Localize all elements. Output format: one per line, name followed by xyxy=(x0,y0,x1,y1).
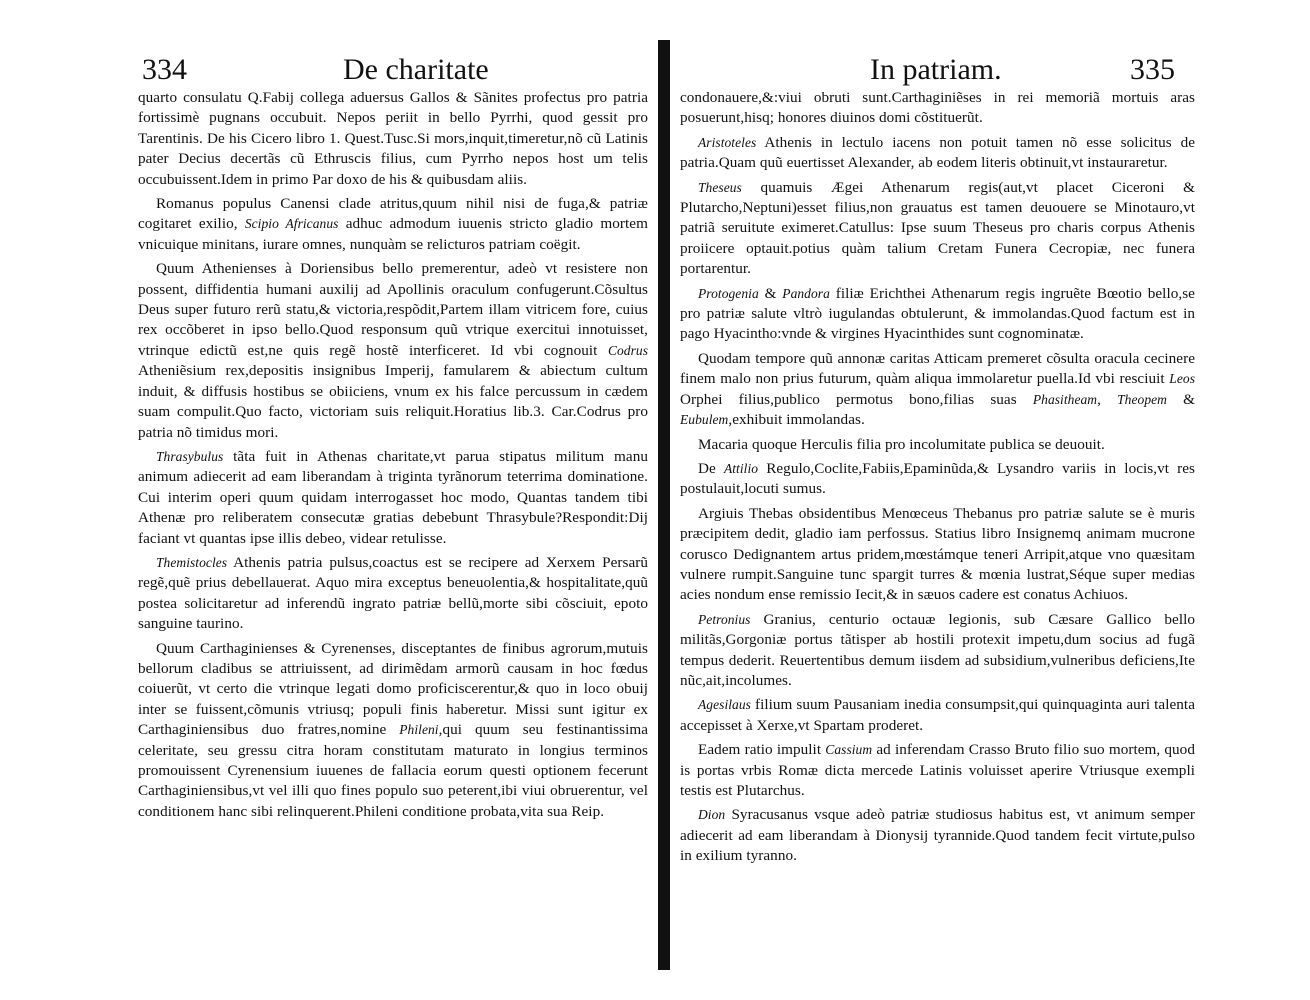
left-paragraph-4: Thrasybulus tãta fuit in Athenas charitate,vt parua stipatus militum manu animum adiecerit ad eam liberandam à triginta tyrãnorum teterrima dominatione. Cui interim operi quum quidam interrogasset hoc modo, Quantas tandem tibi Athenæ pro reliberatem consecutæ gratias debebunt Thrasybule?Respondit:Dij faciant vt quantas ipse illis debeo, videar retulisse. xyxy=(138,447,648,547)
left-paragraph-1: quarto consulatu Q.Fabij collega aduersus Gallos & Sãnites profectus pro patria fortissimè pugnans occubuit. Nepos periit in bello Pyrrhi, quod gessit pro Tarentinis. De his Cicero libro 1. Quest.Tusc.Si mors,inquit,timeretur,nõ cũ Latinis pater Decius decertãs cũ Ethruscis filius, cum Pyrrho nepos host um telis occubuissent.Idem in primo Par doxo de his & quibusdam aliis. xyxy=(138,89,648,188)
left-paragraph-3: Quum Athenienses à Doriensibus bello premerentur, adeò vt resistere non possent, diffidentia humani auxilij ad Apollinis oraculum confugerunt.Cõsultus Deus super futuro rerũ statu,& victoria,respõdit,Partem illam vitricem fore, cuius rex occõberet in ipso bello.Quod responsum quũ vtrique exercitui innotuisset, vtrinque edictũ est,ne quis regẽ hostẽ interficeret. Id vbi cognouit Codrus Atheniẽsium rex,depositis insignibus Imperij, famularem & abiectum cultum induit, & diffusis hostibus se obiiciens, vnum ex his falce percussum in cædem suam compulit.Quo facto, victoriam suis reliquit.Horatius lib.3. Car.Codrus pro patria nõ timidus mori. xyxy=(138,260,648,441)
left-running-title: De charitate xyxy=(343,53,489,86)
right-paragraph-12: Dion Syracusanus vsque adeò patriæ studiosus habitus est, vt animum semper adiecerit ad eam liberandam à Dionysij tyrannide.Quod tandem fecit virtute,pulso in exilium tyranno. xyxy=(680,806,1195,865)
right-header xyxy=(680,52,1195,88)
gutter-shadow xyxy=(658,40,670,970)
right-page xyxy=(680,52,1195,982)
right-paragraph-8: Argiuis Thebas obsidentibus Menœceus Thebanus pro patriæ salute se è muris præcipitem dedit, gladio iam perfossus. Statius libro Insignemq animam mucrone corusco Dedignantem artus pridem,mœstámque teneri Arripit,atque vno quæsitam vulnere rumpit.Sanguine tunc spargit turres & mœnia lustrat,Séque super medias acies nondum ense remissio Iecit,& in sæuos cadere est conatus Achiuos. xyxy=(680,504,1195,604)
right-text xyxy=(680,88,1195,867)
right-paragraph-9: Petronius Granius, centurio octauæ legionis, sub Cæsare Gallico bello militãs,Gorgoniæ portus tãtisper ab hostili protexit impetu,dum socius ad fugã tempus dederit. Reuertentibus demum iisdem ad subsidium,vulneribus deficiens,Ite nũc,ait,incolumes. xyxy=(680,610,1195,689)
right-paragraph-5: Quodam tempore quũ annonæ caritas Atticam premeret cõsulta oracula cecinere finem malo non prius futurum, quàm aliqua immolaretur puella.Id vbi resciuit Leos Orphei filius,publico permotus bono,filias suas Phasitheam, Theopem & Eubulem,exhibuit immolandas. xyxy=(680,349,1195,429)
right-paragraph-3: Theseus quamuis Ægei Athenarum regis(aut,vt placet Ciceroni & Plutarcho,Neptuni)esset filius,non grauatus est tamen deuouere se Minotauro,vt patriã seruitute eximeret.Catullus: Ipse suum Theseus pro charis corpus Athenis proiicere optauit.potius quàm talium Cretam Funera Cecropiæ, nec funera portarentur. xyxy=(680,178,1195,278)
left-header xyxy=(138,52,648,88)
left-paragraph-2: Romanus populus Canensi clade atritus,quum nihil nisi de fuga,& patriæ cogitaret exilio, Scipio Africanus adhuc admodum iuuenis stricto gladio mortem vnicuique minitans, iurare omnes, nunquàm se relicturos patriam coëgit. xyxy=(138,195,648,253)
right-running-title: In patriam. xyxy=(870,53,1002,86)
right-paragraph-7: De Attilio Regulo,Coclite,Fabiis,Epaminũda,& Lysandro variis in locis,vt res postulauit,locuti sumus. xyxy=(680,459,1195,498)
left-page xyxy=(138,52,648,982)
right-paragraph-2: Aristoteles Athenis in lectulo iacens non potuit tamen nõ esse solicitus de patria.Quam quũ euertisset Alexander, ab eodem literis obtinuit,vt instauraretur. xyxy=(680,133,1195,172)
right-paragraph-10: Agesilaus filium suum Pausaniam inedia consumpsit,qui quinquaginta auri talenta accepisset à Xerxe,vt Spartam proderet. xyxy=(680,696,1195,734)
left-page-number: 334 xyxy=(142,53,187,86)
left-paragraph-6: Quum Carthaginienses & Cyrenenses, disceptantes de finibus agrorum,mutuis bellorum cladibus se attriuissent, ad dirimẽdam armorũ causam in hoc fœdus coiuerũt, vt certo die vtrinque legati domo proficiscerentur,& quo in loco obuij inter se fuissent,cõmunis vtriusq; populi finis haberetur. Missi sunt igitur ex Carthaginiensibus duo fratres,nomine Phileni,qui quum seu festinantissima celeritate, seu gressu citra horam constitutam maturato in longius terminos promouissent Cyrenensium iuuenes de fallacia eorum questi optionem fecerunt Carthaginiensibus,vt vel illi quo fines populo suo peterent,ibi viui obruerentur, vel conditionem hanc sibi relinquerent.Phileni conditione probata,vita sua Reip. xyxy=(138,639,648,820)
right-paragraph-6: Macaria quoque Herculis filia pro incolumitate publica se deuouit. xyxy=(698,435,1105,453)
right-page-number: 335 xyxy=(1130,53,1175,86)
left-paragraph-5: Themistocles Athenis patria pulsus,coactus est se recipere ad Xerxem Persarũ regẽ,quẽ prius debellauerat. Aquo mira exceptus beneuolentia,& hospitalitate,quũ postea solicitaretur ad inferendũ ingrato patriæ bellũ,morte sibi cõsciuit, epoto sanguine taurino. xyxy=(138,553,648,633)
right-paragraph-4: Protogenia & Pandora filiæ Erichthei Athenarum regis ingruẽte Bœotio bello,se pro patriæ salute vltrò iugulandas obtulerunt, & immolandas.Quod factum est in pago Hyacintho:vnde & virgines Hyacinthides sunt cognominatæ. xyxy=(680,284,1195,343)
right-paragraph-11: Eadem ratio impulit Cassium ad inferendam Crasso Bruto filio suo mortem, quod is portas vrbis Romæ dicta mercede Latinis voluisset aperire Vtriusque exempli testis est Plutarchus. xyxy=(680,741,1195,799)
right-paragraph-1: condonauere,&:viui obruti sunt.Carthaginiẽses in rei memoriã mortuis aras posuerunt,hisq; honores diuinos domi cõstituerũt. xyxy=(680,89,1195,127)
left-text xyxy=(138,88,648,822)
